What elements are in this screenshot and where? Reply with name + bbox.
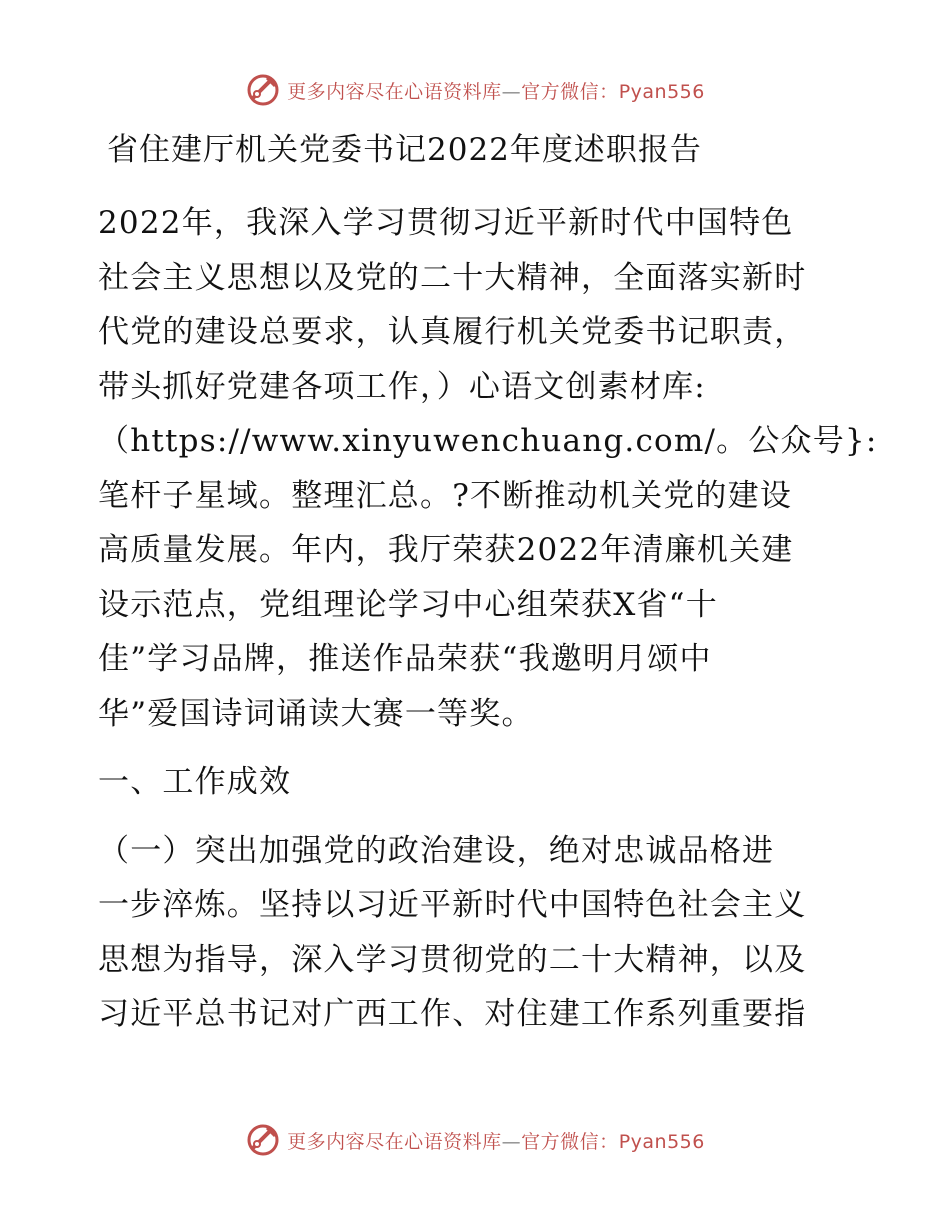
intro-line: 笔杆子星域。整理汇总。?不断推动机关党的建设 <box>98 477 793 514</box>
intro-line: 高质量发展。年内，我厅荣获2022年清廉机关建 <box>98 532 794 568</box>
intro-line: 代党的建设总要求，认真履行机关党委书记职责， <box>98 314 807 350</box>
intro-line: 2022年，我深入学习贯彻习近平新时代中国特色 <box>98 205 794 241</box>
intro-line: 华”爱国诗词诵读大赛一等奖。 <box>98 695 534 732</box>
section-line: 一步淬炼。坚持以习近平新时代中国特色社会主义 <box>98 887 807 923</box>
section-line: 习近平总书记对广西工作、对住建工作系列重要指 <box>98 996 807 1032</box>
document-body <box>98 196 878 1042</box>
intro-line: 带头抓好党建各项工作，）心语文创素材库: <box>98 368 706 405</box>
section-line: （一）突出加强党的政治建设，绝对忠诚品格进 <box>98 832 775 869</box>
footer-watermark-banner <box>0 1118 950 1162</box>
pen-logo-icon <box>245 72 281 108</box>
intro-line: 社会主义思想以及党的二十大精神，全面落实新时 <box>98 259 807 296</box>
pen-logo-icon <box>245 1122 281 1158</box>
section-line: 思想为指导，深入学习贯彻党的二十大精神，以及 <box>98 941 807 978</box>
header-watermark-banner <box>0 68 950 112</box>
intro-line: 佳”学习品牌，推送作品荣获“我邀明月颂中 <box>98 641 712 677</box>
watermark-text: 更多内容尽在心语资料库—官方微信：Pyan556 <box>287 80 705 103</box>
document-title: 省住建厅机关党委书记2022年度述职报告 <box>107 132 702 168</box>
section-heading: 一、工作成效 <box>98 764 292 800</box>
watermark-text: 更多内容尽在心语资料库—官方微信：Pyan556 <box>287 1130 705 1153</box>
intro-line: 设示范点，党组理论学习中心组荣获X省“十 <box>98 586 718 623</box>
intro-line: （https://www.xinyuwenchuang.com/。公众号}: <box>98 423 878 459</box>
